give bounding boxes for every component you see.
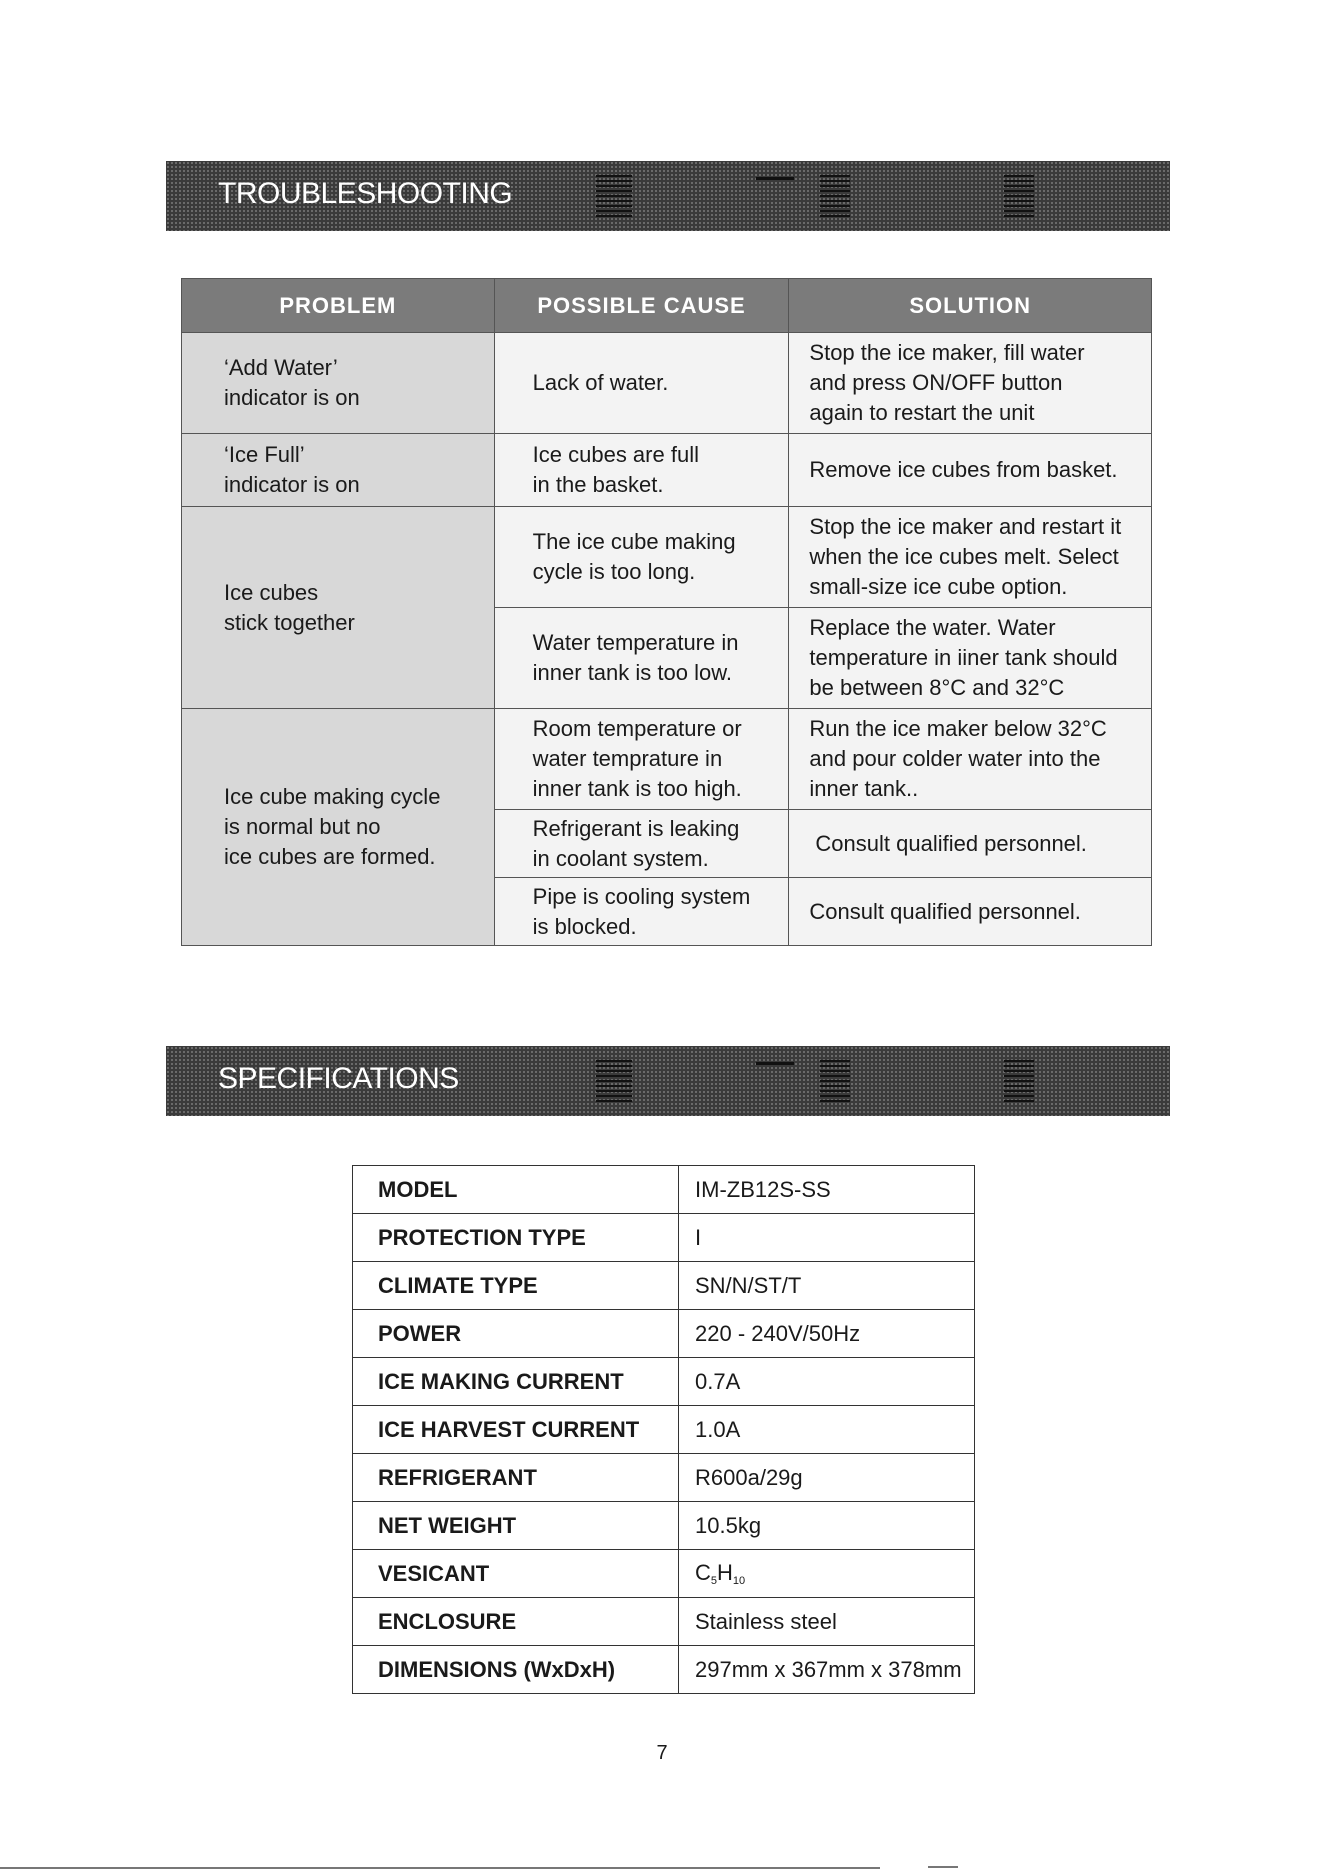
spec-label: ENCLOSURE [353,1598,679,1646]
specifications-table [352,1165,975,1694]
spec-value: 0.7A [679,1358,975,1406]
spec-label: CLIMATE TYPE [353,1262,679,1310]
formula-subscript: 10 [732,1575,746,1587]
table-row [182,709,1152,810]
spec-label: REFRIGERANT [353,1454,679,1502]
cause-cell: Refrigerant is leaking in coolant system. [494,810,789,878]
spec-row [353,1454,975,1502]
troubleshooting-banner [166,161,1170,231]
page-number: 7 [656,1742,668,1764]
spec-row [353,1406,975,1454]
spec-value: 297mm x 367mm x 378mm [679,1646,975,1694]
spec-value: 1.0A [679,1406,975,1454]
banner-stripes [820,1060,850,1104]
spec-label: ICE MAKING CURRENT [353,1358,679,1406]
cause-cell: Ice cubes are full in the basket. [494,434,789,507]
banner-stripes [596,175,632,219]
spec-label: NET WEIGHT [353,1502,679,1550]
spec-row [353,1358,975,1406]
footer-rule [928,1866,958,1868]
column-header-solution: SOLUTION [789,279,1152,333]
footer-rule [0,1867,880,1869]
solution-cell: Stop the ice maker, fill water and press ON/OFF button again to restart the unit [789,333,1152,434]
solution-cell: Consult qualified personnel. [789,878,1152,946]
solution-cell: Consult qualified personnel. [789,810,1152,878]
spec-row [353,1598,975,1646]
formula-subscript: 5 [710,1575,718,1587]
spec-value [679,1550,975,1598]
column-header-problem: PROBLEM [182,279,495,333]
spec-row [353,1214,975,1262]
spec-value: I [679,1214,975,1262]
spec-row [353,1310,975,1358]
section-heading: TROUBLESHOOTING [218,177,513,210]
column-header-cause: POSSIBLE CAUSE [494,279,789,333]
spec-label: MODEL [353,1166,679,1214]
problem-cell: ‘Add Water’ indicator is on [182,333,495,434]
spec-value: Stainless steel [679,1598,975,1646]
spec-label: ICE HARVEST CURRENT [353,1406,679,1454]
banner-stripes [820,175,850,219]
troubleshooting-table [181,278,1152,946]
spec-label: VESICANT [353,1550,679,1598]
spec-value: 220 - 240V/50Hz [679,1310,975,1358]
section-heading: SPECIFICATIONS [218,1062,459,1095]
spec-value: IM-ZB12S-SS [679,1166,975,1214]
table-header-row [182,279,1152,333]
spec-row [353,1166,975,1214]
banner-stripes [596,1060,632,1104]
spec-value: R600a/29g [679,1454,975,1502]
table-row [182,333,1152,434]
banner-dash [756,177,794,180]
spec-label: DIMENSIONS (WxDxH) [353,1646,679,1694]
problem-cell: Ice cubes stick together [182,507,495,709]
spec-row [353,1502,975,1550]
formula-element: C [695,1560,711,1585]
problem-cell: Ice cube making cycle is normal but no ice cubes are formed. [182,709,495,946]
solution-cell: Replace the water. Water temperature in iiner tank should be between 8°C and 32°C [789,608,1152,709]
spec-row [353,1550,975,1598]
banner-stripes [1004,175,1034,219]
solution-cell: Remove ice cubes from basket. [789,434,1152,507]
formula-element: H [717,1560,733,1585]
cause-cell: The ice cube making cycle is too long. [494,507,789,608]
cause-cell: Room temperature or water temprature in inner tank is too high. [494,709,789,810]
specifications-banner [166,1046,1170,1116]
cause-cell: Lack of water. [494,333,789,434]
spec-label: POWER [353,1310,679,1358]
spec-value: SN/N/ST/T [679,1262,975,1310]
solution-cell: Stop the ice maker and restart it when the ice cubes melt. Select small-size ice cube option. [789,507,1152,608]
spec-row [353,1646,975,1694]
table-row [182,434,1152,507]
spec-value: 10.5kg [679,1502,975,1550]
spec-label: PROTECTION TYPE [353,1214,679,1262]
cause-cell: Pipe is cooling system is blocked. [494,878,789,946]
spec-row [353,1262,975,1310]
problem-cell: ‘Ice Full’ indicator is on [182,434,495,507]
banner-stripes [1004,1060,1034,1104]
banner-dash [756,1062,794,1065]
cause-cell: Water temperature in inner tank is too low. [494,608,789,709]
table-row [182,507,1152,608]
solution-cell: Run the ice maker below 32°C and pour colder water into the inner tank.. [789,709,1152,810]
